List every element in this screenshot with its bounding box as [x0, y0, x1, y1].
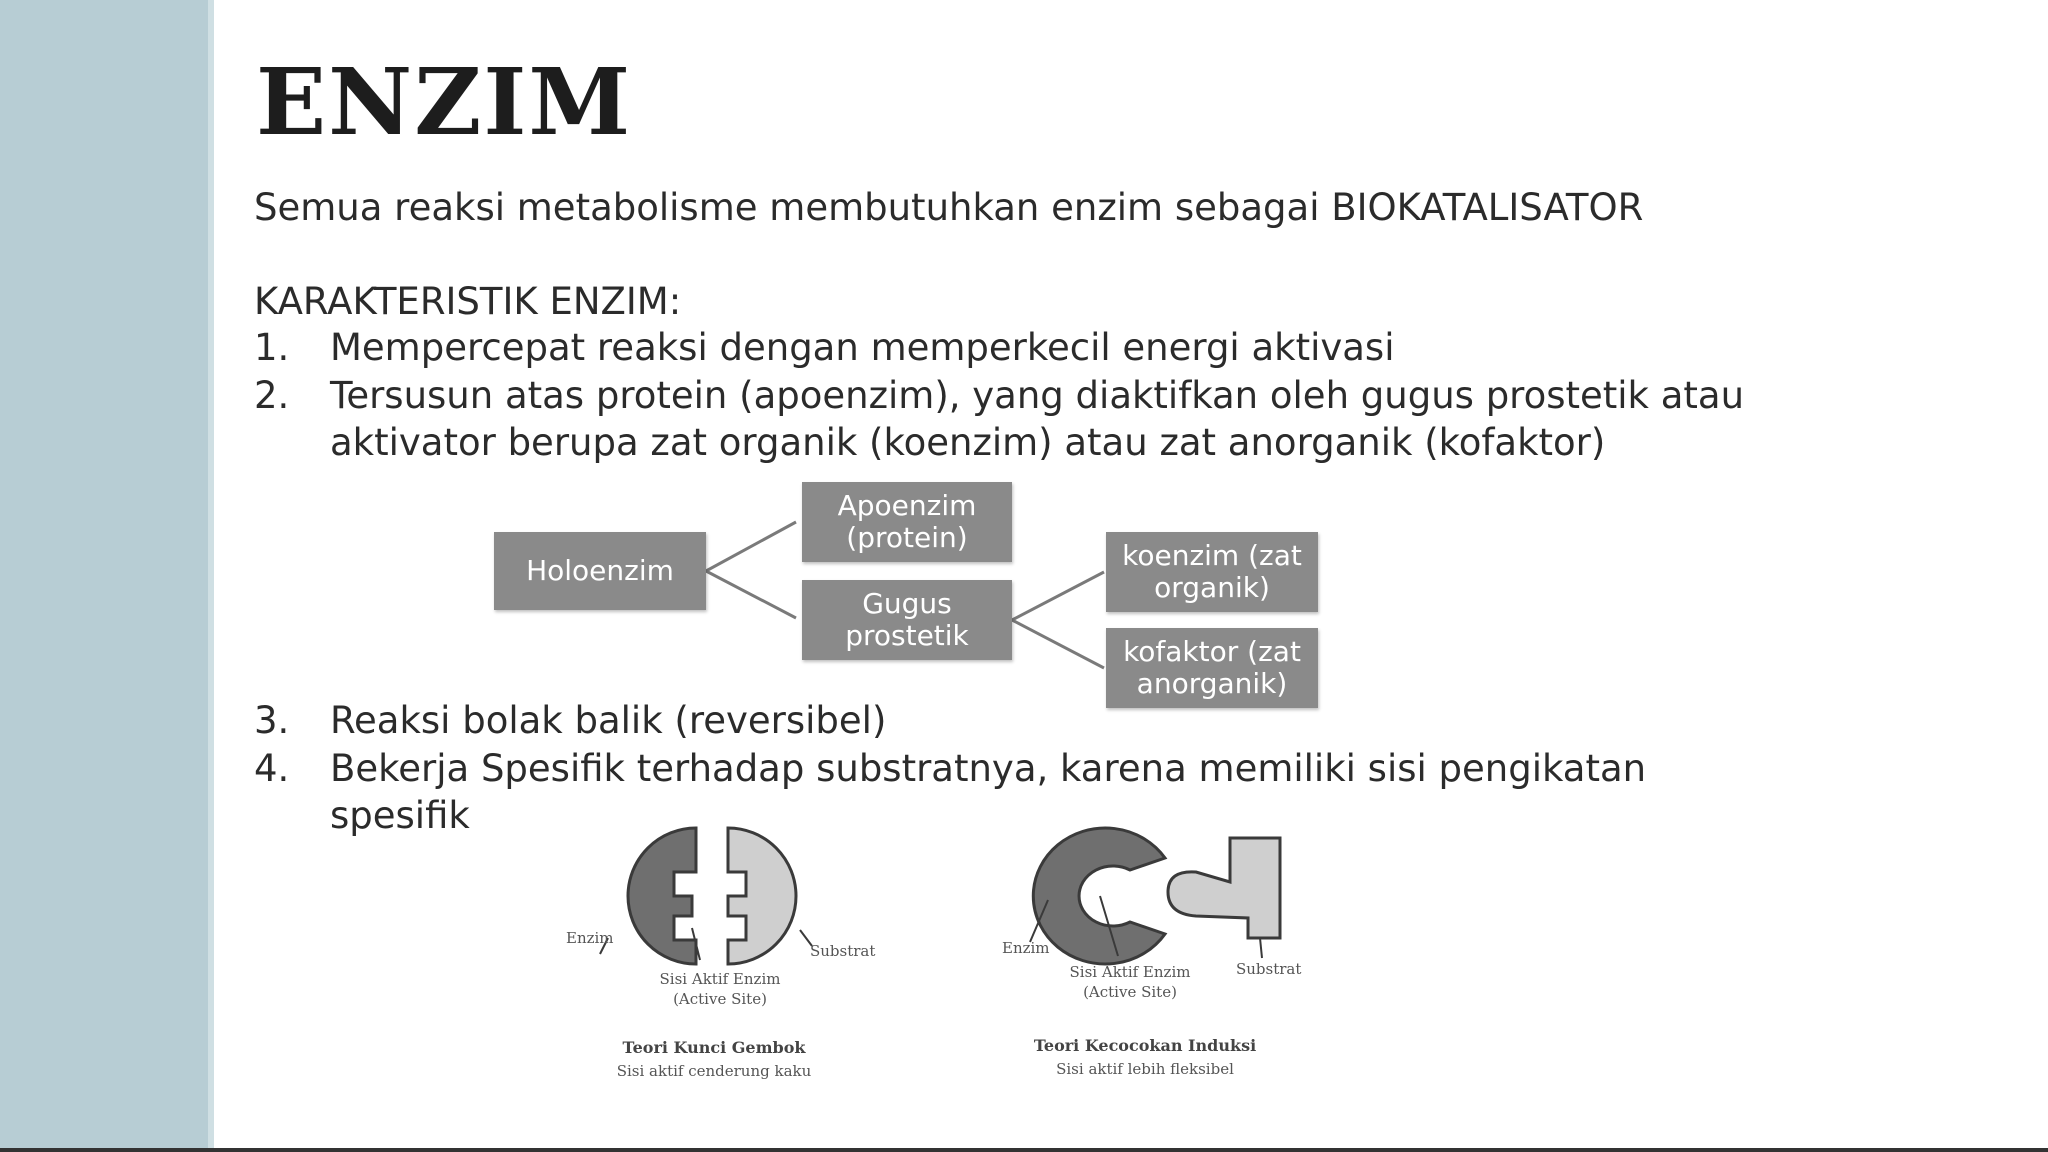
enzyme-shape	[628, 828, 696, 964]
right-caption: Teori Kecocokan Induksi	[1033, 1036, 1257, 1055]
connector-gugus-kofaktor	[1012, 620, 1104, 668]
item-2-text-line-1: Tersusun atas protein (apoenzim), yang diaktifkan oleh gugus prostetik atau	[330, 374, 1745, 417]
left-caption: Teori Kunci Gembok	[622, 1038, 806, 1057]
apoenzim-label-1: Apoenzim	[837, 488, 977, 522]
substrate-t-shape	[1168, 838, 1280, 938]
intro-text: Semua reaksi metabolisme membutuhkan enzim sebagai BIOKATALISATOR	[254, 186, 1644, 229]
substrate-shape	[728, 828, 796, 964]
item-2-number: 2.	[254, 374, 290, 417]
left-substrat-label: Substrat	[810, 942, 876, 960]
right-subcaption: Sisi aktif lebih fleksibel	[1056, 1060, 1234, 1078]
gugus-prostetik-box	[802, 580, 1012, 660]
item-3-number: 3.	[254, 699, 290, 742]
right-active-site-sub: (Active Site)	[1083, 983, 1177, 1001]
kofaktor-label-1: kofaktor (zat	[1123, 634, 1301, 668]
item-3-text: Reaksi bolak balik (reversibel)	[330, 699, 887, 742]
left-subcaption: Sisi aktif cenderung kaku	[616, 1062, 812, 1080]
left-active-site-sub: (Active Site)	[673, 990, 767, 1008]
left-active-site-label: Sisi Aktif Enzim	[659, 970, 781, 988]
item-4-text-line-1: Bekerja Spesifik terhadap substratnya, karena memiliki sisi pengikatan	[330, 747, 1647, 790]
slide-title: ENZIM	[256, 48, 633, 156]
item-4-text-line-2: spesifik	[330, 794, 470, 837]
item-2-text-line-2: aktivator berupa zat organik (koenzim) atau zat anorganik (kofaktor)	[330, 421, 1606, 464]
koenzim-box	[1106, 532, 1318, 612]
gugus-label-1: Gugus	[862, 586, 952, 620]
connector-holo-apo	[706, 522, 796, 571]
section-heading: KARAKTERISTIK ENZIM:	[254, 280, 682, 323]
left-enzim-label: Enzim	[566, 929, 614, 947]
right-enzim-label: Enzim	[1002, 939, 1050, 957]
koenzim-label-1: koenzim (zat	[1122, 538, 1302, 572]
gugus-label-2: prostetik	[845, 619, 969, 652]
item-1-text: Mempercepat reaksi dengan memperkecil energi aktivasi	[330, 326, 1395, 369]
connector-holo-gugus	[706, 571, 796, 618]
kofaktor-box	[1106, 628, 1318, 708]
item-4-number: 4.	[254, 747, 290, 790]
kofaktor-label-2: anorganik)	[1136, 667, 1288, 700]
right-substrat-label: Substrat	[1236, 960, 1302, 978]
item-1-number: 1.	[254, 326, 290, 369]
enzyme-c-shape	[1033, 828, 1165, 964]
koenzim-label-2: organik)	[1154, 571, 1270, 604]
right-active-site-label: Sisi Aktif Enzim	[1069, 963, 1191, 981]
apoenzim-box	[802, 482, 1012, 562]
connector-gugus-koenzim	[1012, 572, 1104, 620]
apoenzim-label-2: (protein)	[846, 521, 968, 554]
holoenzim-label: Holoenzim	[526, 553, 674, 587]
holoenzim-box	[494, 532, 706, 610]
